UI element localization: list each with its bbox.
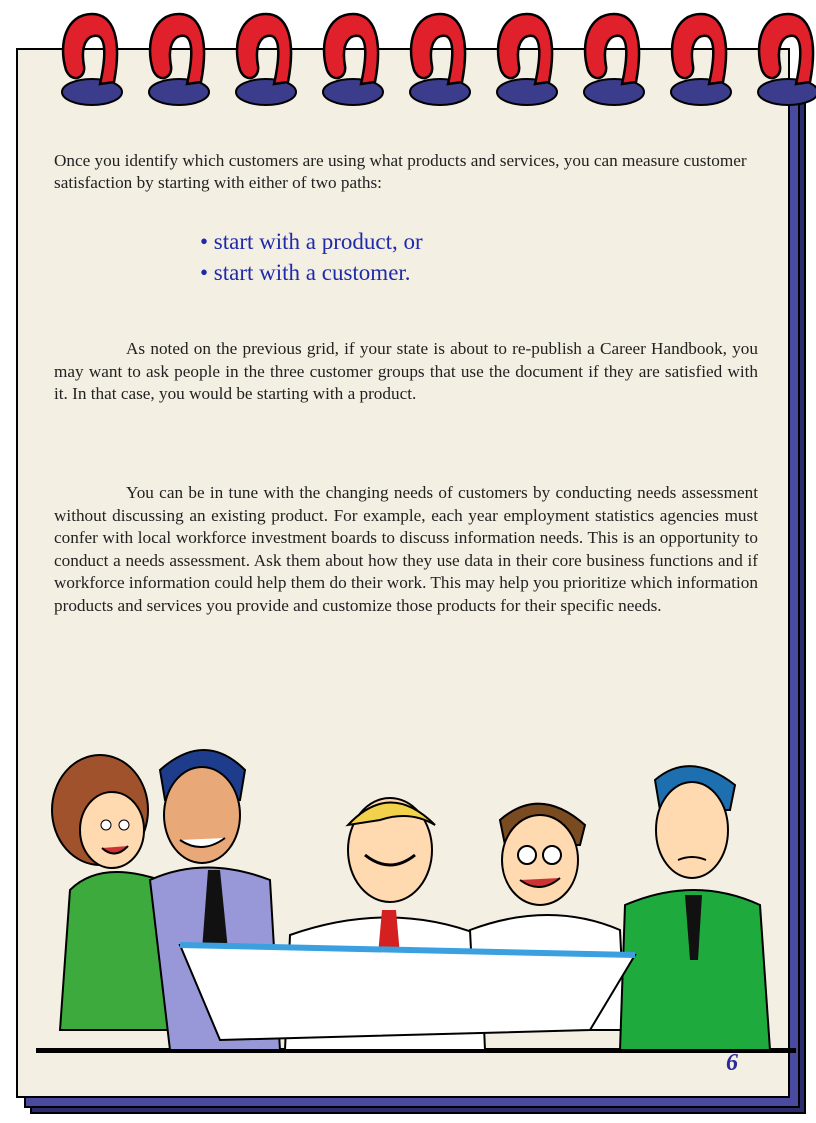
spiral-ring — [672, 14, 726, 84]
spiral-ring — [63, 14, 117, 84]
spiral-ring — [237, 14, 291, 84]
man-green-suit-figure — [620, 766, 770, 1050]
spiral-ring — [150, 14, 204, 84]
spiral-ring — [324, 14, 378, 84]
spiral-ring — [759, 14, 813, 84]
path-bullet-list — [200, 226, 423, 288]
intro-paragraph: Once you identify which customers are using what products and services, you can measure customer satisfaction by starting with either of two paths: — [54, 151, 747, 192]
career-handbook-paragraph: As noted on the previous grid, if your state is about to re-publish a Career Handbook, you may want to ask people in the three customer groups that use the document if they are satisfied with it. In that case, you would be starting with a product. — [54, 339, 758, 403]
spiral-binding — [0, 0, 816, 120]
spiral-ring — [411, 14, 465, 84]
spiral-ring — [585, 14, 639, 84]
spiral-ring — [498, 14, 552, 84]
meeting-table — [180, 945, 635, 1040]
bullet-item: • start with a product, or — [200, 229, 423, 254]
team-meeting-illustration — [30, 730, 800, 1070]
bullet-item: • start with a customer. — [200, 260, 411, 285]
page-number: 6 — [726, 1050, 738, 1076]
needs-assessment-paragraph: You can be in tune with the changing needs of customers by conducting needs assessment without discussing an existing product. For example, each year employment statistics agencies must confer with local workforce investment boards to discuss information needs. This is an opportunity to conduct a needs assessment. Ask them about how they use data in their core business functions and if workforce information could help them do their work. This may help you prioritize which information products and services you provide and customize those products for their specific needs. — [54, 483, 758, 615]
